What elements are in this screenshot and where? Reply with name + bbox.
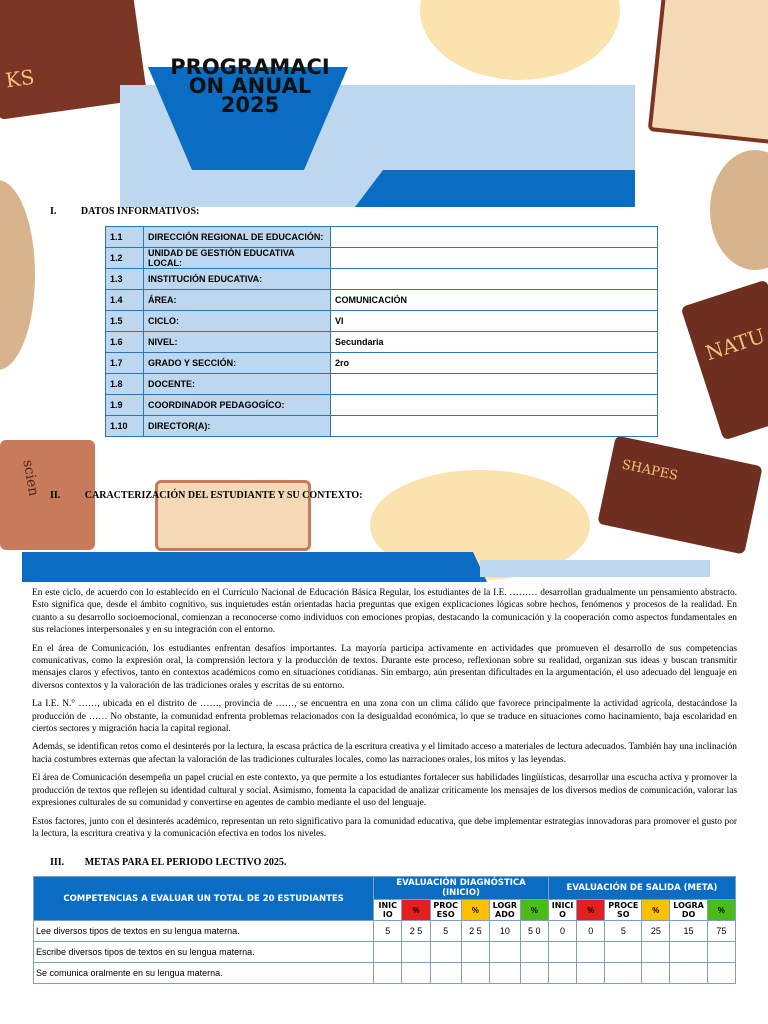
- diagnostic-header: EVALUACIÓN DIAGNÓSTICA (INICIO): [374, 877, 549, 900]
- goal-value-cell: [707, 942, 735, 963]
- goal-value-cell: [642, 963, 670, 984]
- info-value: Secundaria: [331, 332, 658, 353]
- info-row: [106, 227, 658, 248]
- info-table: [105, 226, 658, 437]
- page-title: [140, 55, 360, 117]
- info-num: 1.8: [106, 374, 144, 395]
- title-accent-bar: [355, 170, 635, 207]
- level-header: PROC ESO: [430, 900, 461, 921]
- section-1-number: I.: [50, 206, 57, 217]
- level-header: LOGR ADO: [489, 900, 520, 921]
- decor-book-text: NATU: [702, 323, 768, 366]
- decor-blob-left: [0, 180, 35, 370]
- info-value: COMUNICACIÓN: [331, 290, 658, 311]
- percent-header: %: [577, 900, 605, 921]
- info-label: GRADO Y SECCIÓN:: [144, 353, 331, 374]
- decor-book-topright: [648, 0, 768, 144]
- goal-value-cell: 0: [548, 921, 576, 942]
- info-num: 1.1: [106, 227, 144, 248]
- paragraph: En el área de Comunicación, los estudiantes enfrentan desafíos importantes. La mayoría participa activamente en actividades que promueven el desarrollo de sus competencias comunicativas, como la expresión oral, la comprensión lectora y la producción de textos. Durante este proceso, reflexionan sobre su realidad, organizan sus ideas y buscan transmitir mensajes claros y efectivos, tanto en contextos académicos como en situaciones cotidianas. Sin embargo, aún presentan dificultades en la argumentación, el uso adecuado del lenguaje en diversos contextos y la valoración de las tradiciones orales y escritas de su entorno.: [32, 643, 737, 691]
- section-3-heading: [50, 857, 286, 868]
- goal-value-cell: 5: [374, 921, 402, 942]
- percent-header: %: [461, 900, 489, 921]
- goal-value-cell: 15: [670, 921, 707, 942]
- info-row: [106, 395, 658, 416]
- section-3-title: METAS PARA EL PERIODO LECTIVO 2025.: [84, 857, 287, 868]
- title-line-1: PROGRAMACI: [170, 55, 330, 79]
- level-header: INIC IO: [374, 900, 402, 921]
- goal-value-cell: [402, 963, 430, 984]
- paragraph: El área de Comunicación desempeña un papel crucial en este contexto, ya que permite a los estudiantes fortalecer sus habilidades lingüísticas, desarrollar una escucha activa y promover la producción de textos que reflejen su identidad cultural y social. Asimismo, fomenta la capacidad de analizar críticamente los mensajes de los diversos medios de comunicación, valorar las expresiones culturales de su comunidad y convertirse en agentes de cambio mediante el uso del lenguaje.: [32, 773, 737, 809]
- info-num: 1.2: [106, 248, 144, 269]
- competency-cell: Lee diversos tipos de textos en su lengua materna.: [34, 921, 374, 942]
- info-row: [106, 290, 658, 311]
- competency-cell: Se comunica oralmente en su lengua materna.: [34, 963, 374, 984]
- goal-value-cell: [548, 942, 576, 963]
- paragraph: Además, se identifican retos como el desinterés por la lectura, la escasa práctica de la escritura creativa y el limitado acceso a materiales de lectura adecuados. También hay una inclinación hacia costumbres externas que afectan la valoración de las tradiciones culturales locales, como las narraciones orales, los mitos y las leyendas.: [32, 742, 737, 765]
- percent-header: %: [520, 900, 548, 921]
- info-label: DOCENTE:: [144, 374, 331, 395]
- section-2-number: II.: [50, 490, 61, 501]
- goal-value-cell: 0: [577, 921, 605, 942]
- goal-value-cell: 10: [489, 921, 520, 942]
- info-label: INSTITUCIÓN EDUCATIVA:: [144, 269, 331, 290]
- section-1-heading: [50, 206, 199, 217]
- info-value: [331, 416, 658, 437]
- level-header: PROCE SO: [605, 900, 642, 921]
- info-value: VI: [331, 311, 658, 332]
- info-label: UNIDAD DE GESTIÓN EDUCATIVA LOCAL:: [144, 248, 331, 269]
- info-label: NIVEL:: [144, 332, 331, 353]
- goal-value-cell: 5: [430, 921, 461, 942]
- goal-value-cell: 5 0: [520, 921, 548, 942]
- info-value: [331, 227, 658, 248]
- decor-book-text: KS: [4, 64, 36, 93]
- goal-value-cell: [577, 963, 605, 984]
- info-label: DIRECCIÓN REGIONAL DE EDUCACIÓN:: [144, 227, 331, 248]
- info-num: 1.4: [106, 290, 144, 311]
- info-label: CICLO:: [144, 311, 331, 332]
- goal-value-cell: [461, 963, 489, 984]
- goal-value-cell: [489, 963, 520, 984]
- goal-value-cell: [605, 942, 642, 963]
- info-row: [106, 374, 658, 395]
- goal-value-cell: [520, 942, 548, 963]
- decor-book-text: SHAPES: [620, 457, 680, 484]
- goal-row: [34, 963, 736, 984]
- goal-value-cell: [670, 963, 707, 984]
- decor-blob-right: [710, 150, 768, 270]
- info-value: [331, 248, 658, 269]
- decor-book-text: scien: [19, 458, 42, 498]
- goal-value-cell: [374, 942, 402, 963]
- paragraph: En este ciclo, de acuerdo con lo establecido en el Currículo Nacional de Educación Básica Regular, los estudiantes de la I.E. ……… desarrollan gradualmente un pensamiento abstracto. Esto significa que, desde el ámbito cognitivo, sus inquietudes están orientadas hacia preguntas que exigen explicaciones lógicas sobre hechos, fenómenos y procesos de la realidad. En cuanto a su desarrollo socioemocional, comienzan a reconocerse como individuos con emociones propias, destacando la comunicación y la cooperación como aspectos fundamentales en sus relaciones interpersonales y en su integración con el entorno.: [32, 588, 737, 636]
- info-row: [106, 248, 658, 269]
- decor-book-right: [681, 280, 768, 441]
- goal-row: [34, 921, 736, 942]
- section-3-number: III.: [50, 857, 65, 868]
- section-1-title: DATOS INFORMATIVOS:: [80, 206, 200, 217]
- goal-value-cell: [520, 963, 548, 984]
- section-2-heading: [50, 490, 363, 501]
- paragraph: La I.E. N.° ……, ubicada en el distrito de ……, provincia de ……, se encuentra en una zona con un clima cálido que favorece principalmente la actividad agrícola, destacándose la producción de …… No obstante, la comunidad enfrenta problemas relacionados con la desigualdad económica, lo que se traduce en situaciones como hacinamiento, baja escolaridad en ciertos sectores y migración hacia la capital regional.: [32, 699, 737, 735]
- competencias-header: COMPETENCIAS A EVALUAR UN TOTAL DE 20 ESTUDIANTES: [34, 877, 374, 921]
- info-value: 2ro: [331, 353, 658, 374]
- percent-header: %: [402, 900, 430, 921]
- title-line-3: 2025: [220, 93, 280, 117]
- percent-header: %: [707, 900, 735, 921]
- competency-cell: Escribe diversos tipos de textos en su lengua materna.: [34, 942, 374, 963]
- info-value: [331, 374, 658, 395]
- goal-value-cell: [430, 942, 461, 963]
- goal-value-cell: [489, 942, 520, 963]
- goal-value-cell: 25: [642, 921, 670, 942]
- title-line-2: ON ANUAL: [188, 74, 312, 98]
- goal-value-cell: [461, 942, 489, 963]
- goal-value-cell: 5: [605, 921, 642, 942]
- section-divider-band: [22, 552, 487, 582]
- goal-value-cell: 2 5: [402, 921, 430, 942]
- info-row: [106, 332, 658, 353]
- info-num: 1.9: [106, 395, 144, 416]
- info-row: [106, 353, 658, 374]
- info-num: 1.6: [106, 332, 144, 353]
- decor-blob-top: [420, 0, 620, 80]
- info-value: [331, 395, 658, 416]
- goal-value-cell: [374, 963, 402, 984]
- info-row: [106, 269, 658, 290]
- info-value: [331, 269, 658, 290]
- info-label: DIRECTOR(A):: [144, 416, 331, 437]
- info-row: [106, 311, 658, 332]
- goal-value-cell: [707, 963, 735, 984]
- section-2-title: CARACTERIZACIÓN DEL ESTUDIANTE Y SU CONTEXTO:: [84, 490, 363, 501]
- info-num: 1.7: [106, 353, 144, 374]
- goal-value-cell: [670, 942, 707, 963]
- goal-value-cell: [642, 942, 670, 963]
- goal-value-cell: [402, 942, 430, 963]
- level-header: LOGRA DO: [670, 900, 707, 921]
- info-label: ÁREA:: [144, 290, 331, 311]
- info-num: 1.5: [106, 311, 144, 332]
- characterization-text: [32, 587, 737, 846]
- percent-header: %: [642, 900, 670, 921]
- goal-value-cell: [605, 963, 642, 984]
- goal-value-cell: 2 5: [461, 921, 489, 942]
- paragraph: Estos factores, junto con el desinterés académico, representan un reto significativo para la comunidad educativa, que debe implementar estrategias innovadoras para promover el gusto por la lectura, la escritura creativa y la comunicación efectiva en todos los niveles.: [32, 816, 737, 839]
- goal-value-cell: [577, 942, 605, 963]
- info-row: [106, 416, 658, 437]
- exit-header: EVALUACIÓN DE SALIDA (META): [548, 877, 735, 900]
- info-label: COORDINADOR PEDAGOGÍCO:: [144, 395, 331, 416]
- info-num: 1.3: [106, 269, 144, 290]
- goal-value-cell: 75: [707, 921, 735, 942]
- section-divider-light: [480, 560, 710, 577]
- goals-table: [33, 876, 736, 984]
- decor-book-bottomright: [597, 435, 762, 554]
- goal-value-cell: [548, 963, 576, 984]
- goal-row: [34, 942, 736, 963]
- level-header: INICI O: [548, 900, 576, 921]
- info-num: 1.10: [106, 416, 144, 437]
- goal-value-cell: [430, 963, 461, 984]
